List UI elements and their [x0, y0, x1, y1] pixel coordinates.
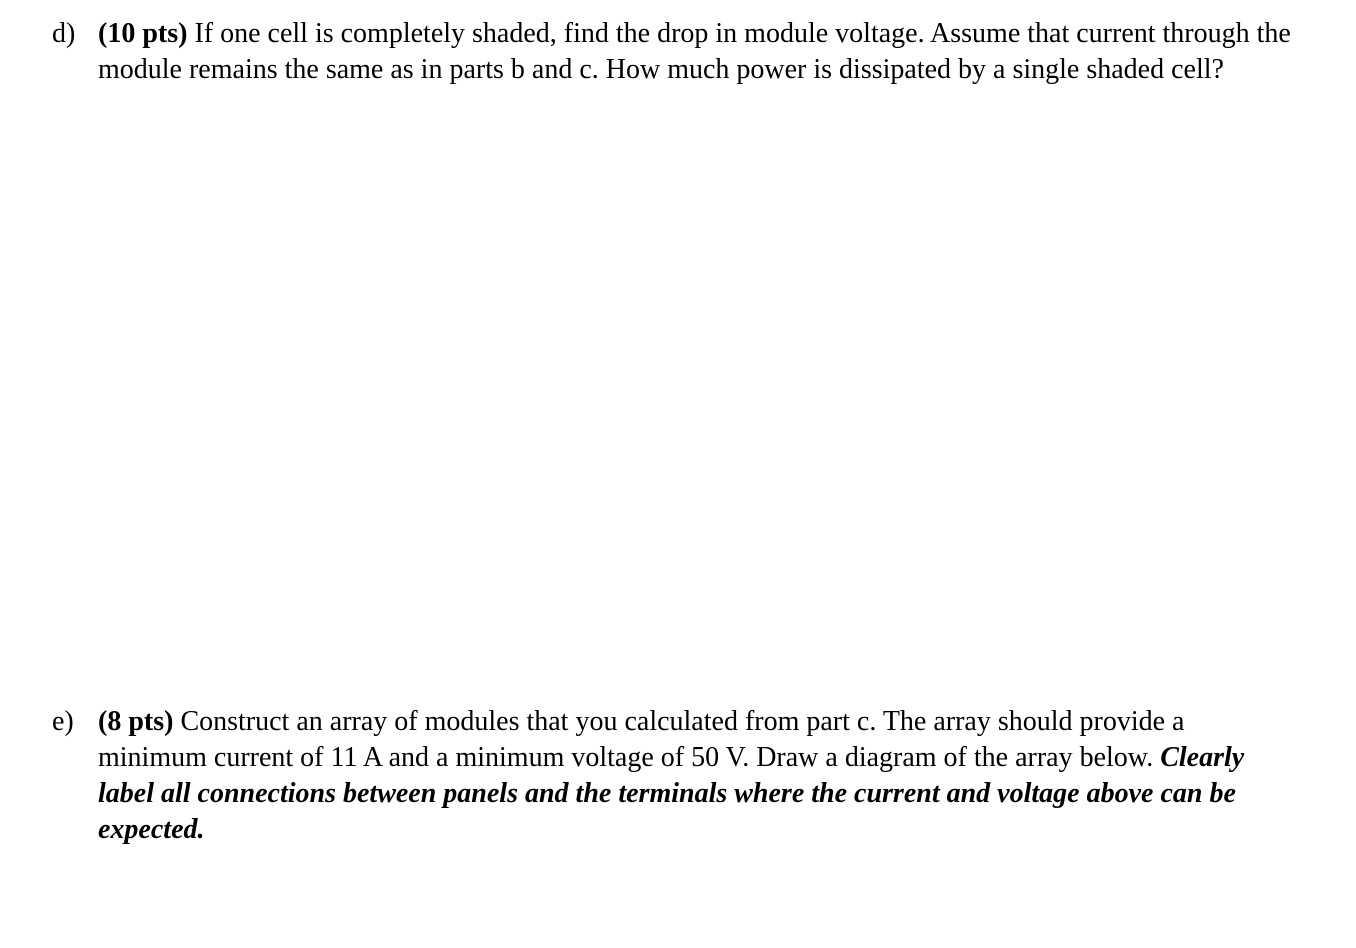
- question-e-emphasis: Clearly label all connections between panels and the terminals where the current and voltage above can be expected.: [98, 742, 1245, 845]
- question-d-points: (10 pts): [98, 18, 188, 49]
- question-e-body: [98, 704, 1292, 848]
- question-e-points: (8 pts): [98, 706, 174, 737]
- question-d-label: d): [52, 18, 76, 49]
- question-e-label: e): [52, 706, 74, 737]
- question-d-body: [98, 16, 1292, 88]
- question-e: [52, 704, 1292, 848]
- question-d: [52, 16, 1292, 88]
- question-e-text: Construct an array of modules that you calculated from part c. The array should provide a minimum current of 11 A and a minimum voltage of 50 V. Draw a diagram of the array below.: [98, 706, 1185, 773]
- question-d-text: If one cell is completely shaded, find the drop in module voltage. Assume that current through the module remains the same as in parts b and c. How much power is dissipated by a single shaded cell?: [98, 18, 1291, 85]
